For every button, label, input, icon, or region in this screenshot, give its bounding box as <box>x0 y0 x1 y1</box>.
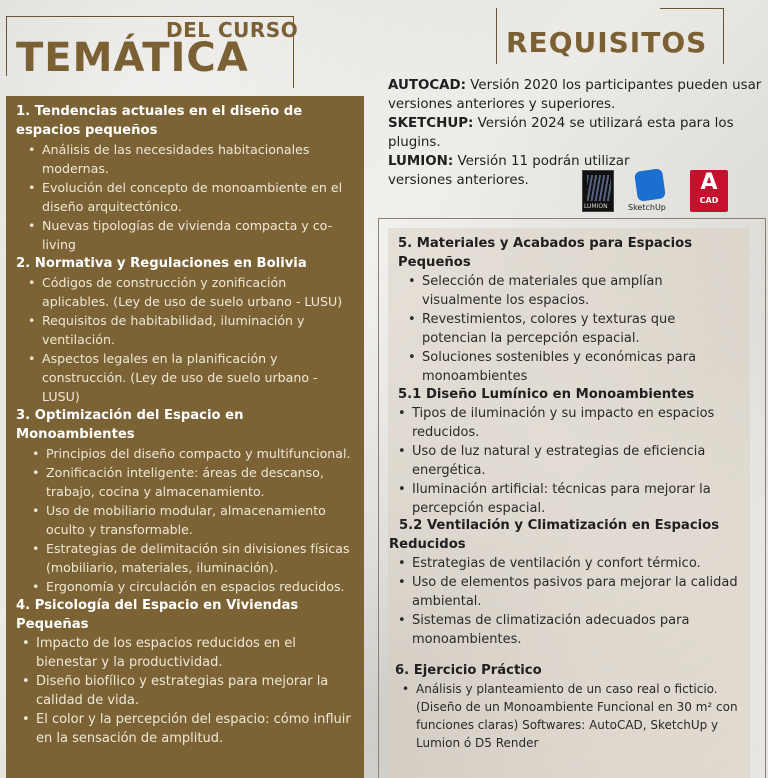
list-item: • Evolución del concepto de monoambiente en el diseño arquitectónico. <box>28 178 354 216</box>
lumion-text: Versión 11 podrán utilizar versiones anteriores. <box>388 154 630 188</box>
list-item: • Análisis de las necesidades habitacionales modernas. <box>28 140 354 178</box>
lumion-logo-icon <box>582 170 614 212</box>
section-5-title: 5. Materiales y Acabados para Espacios Pequeños <box>398 236 693 270</box>
list-item: • Uso de mobiliario modular, almacenamiento oculto y transformable. <box>32 501 354 539</box>
section-2 <box>16 254 354 406</box>
list-item: • Uso de elementos pasivos para mejorar la calidad ambiental. <box>398 573 748 611</box>
sketchup-text: Versión 2024 se utilizará esta para los plugins. <box>388 116 734 150</box>
del-curso-label: DEL CURSO <box>166 18 299 42</box>
requisitos-frame-top <box>660 8 724 9</box>
list-item: • Nuevas tipologías de vivienda compacta y co-living <box>28 216 354 254</box>
list-item: • Requisitos de habitabilidad, iluminación y ventilación. <box>28 311 354 349</box>
lumion-logo-text: LUMION <box>584 203 608 210</box>
tematica-title: TEMÁTICA <box>16 35 249 81</box>
section-4 <box>16 596 354 748</box>
autocad-logo-icon <box>690 170 728 212</box>
software-logos <box>580 170 740 216</box>
autocad-text: Versión 2020 los participantes pueden usar versiones anteriores y superiores. <box>388 78 762 112</box>
section-6-title: 6. Ejercicio Práctico <box>395 663 542 678</box>
section-1 <box>16 102 354 254</box>
section-title: 3. Optimización del Espacio en Monoambientes <box>16 408 244 442</box>
list-item: • El color y la percepción del espacio: cómo influir en la sensación de amplitud. <box>22 710 354 748</box>
section-6-list <box>402 680 742 752</box>
section-5-1-title: 5.1 Diseño Lumínico en Monoambientes <box>398 387 695 402</box>
lumion-label: LUMION: <box>388 154 454 169</box>
autocad-requirement <box>388 76 764 114</box>
tematica-header <box>0 0 300 92</box>
sketchup-logo-text: SketchUp <box>628 203 666 212</box>
list-item: • Zonificación inteligente: áreas de descanso, trabajo, cocina y almacenamiento. <box>32 463 354 501</box>
sketchup-requirement <box>388 114 764 152</box>
autocad-logo-text: CAD <box>699 196 719 205</box>
section-5-2-title: 5.2 Ventilación y Climatización en Espacios Reducidos <box>389 518 720 552</box>
list-item: • Ergonomía y circulación en espacios reducidos. <box>32 577 354 596</box>
section-title: 2. Normativa y Regulaciones en Bolivia <box>16 256 307 271</box>
requisitos-title: REQUISITOS <box>506 26 708 59</box>
list-item: • Tipos de iluminación y su impacto en espacios reducidos. <box>398 404 738 442</box>
list-item: • Soluciones sostenibles y económicas para monoambientes <box>408 348 708 386</box>
list-item: • Revestimientos, colores y texturas que potencian la percepción espacial. <box>408 310 708 348</box>
section-title: 4. Psicología del Espacio en Viviendas Pequeñas <box>16 598 299 632</box>
sketchup-label: SKETCHUP: <box>388 116 474 131</box>
list-item: • Análisis y planteamiento de un caso real o ficticio. (Diseño de un Monoambiente Funcional en 30 m² con funciones claras) Softwares: AutoCAD, SketchUp y Lumion ó D5 Render <box>402 680 742 752</box>
section-5-list <box>408 272 708 386</box>
list-item: • Sistemas de climatización adecuados para monoambientes. <box>398 611 748 649</box>
list-item: • Impacto de los espacios reducidos en el bienestar y la productividad. <box>22 634 354 672</box>
list-item: • Uso de luz natural y estrategias de eficiencia energética. <box>398 442 738 480</box>
list-item: • Principios del diseño compacto y multifuncional. <box>32 444 354 463</box>
section-3 <box>16 406 354 596</box>
list-item: • Aspectos legales en la planificación y construcción. (Ley de uso de suelo urbano - LUSU) <box>28 349 354 406</box>
list-item: • Selección de materiales que amplían visualmente los espacios. <box>408 272 708 310</box>
list-item: • Estrategias de delimitación sin divisiones físicas (mobiliario, materiales, iluminación). <box>32 539 354 577</box>
autocad-logo-letter: A <box>700 170 718 195</box>
section-5-2-list <box>398 554 748 649</box>
section-title: 1. Tendencias actuales en el diseño de espacios pequeños <box>16 104 303 138</box>
sketchup-logo-icon <box>628 170 672 216</box>
list-item: • Iluminación artificial: técnicas para mejorar la percepción espacial. <box>398 480 738 518</box>
section-5-1-list <box>398 404 738 518</box>
autocad-label: AUTOCAD: <box>388 78 467 93</box>
tematica-panel <box>6 96 364 778</box>
list-item: • Estrategias de ventilación y confort térmico. <box>398 554 748 573</box>
list-item: • Códigos de construcción y zonificación aplicables. (Ley de uso de suelo urbano - LUSU) <box>28 273 354 311</box>
list-item: • Diseño biofílico y estrategias para mejorar la calidad de vida. <box>22 672 354 710</box>
